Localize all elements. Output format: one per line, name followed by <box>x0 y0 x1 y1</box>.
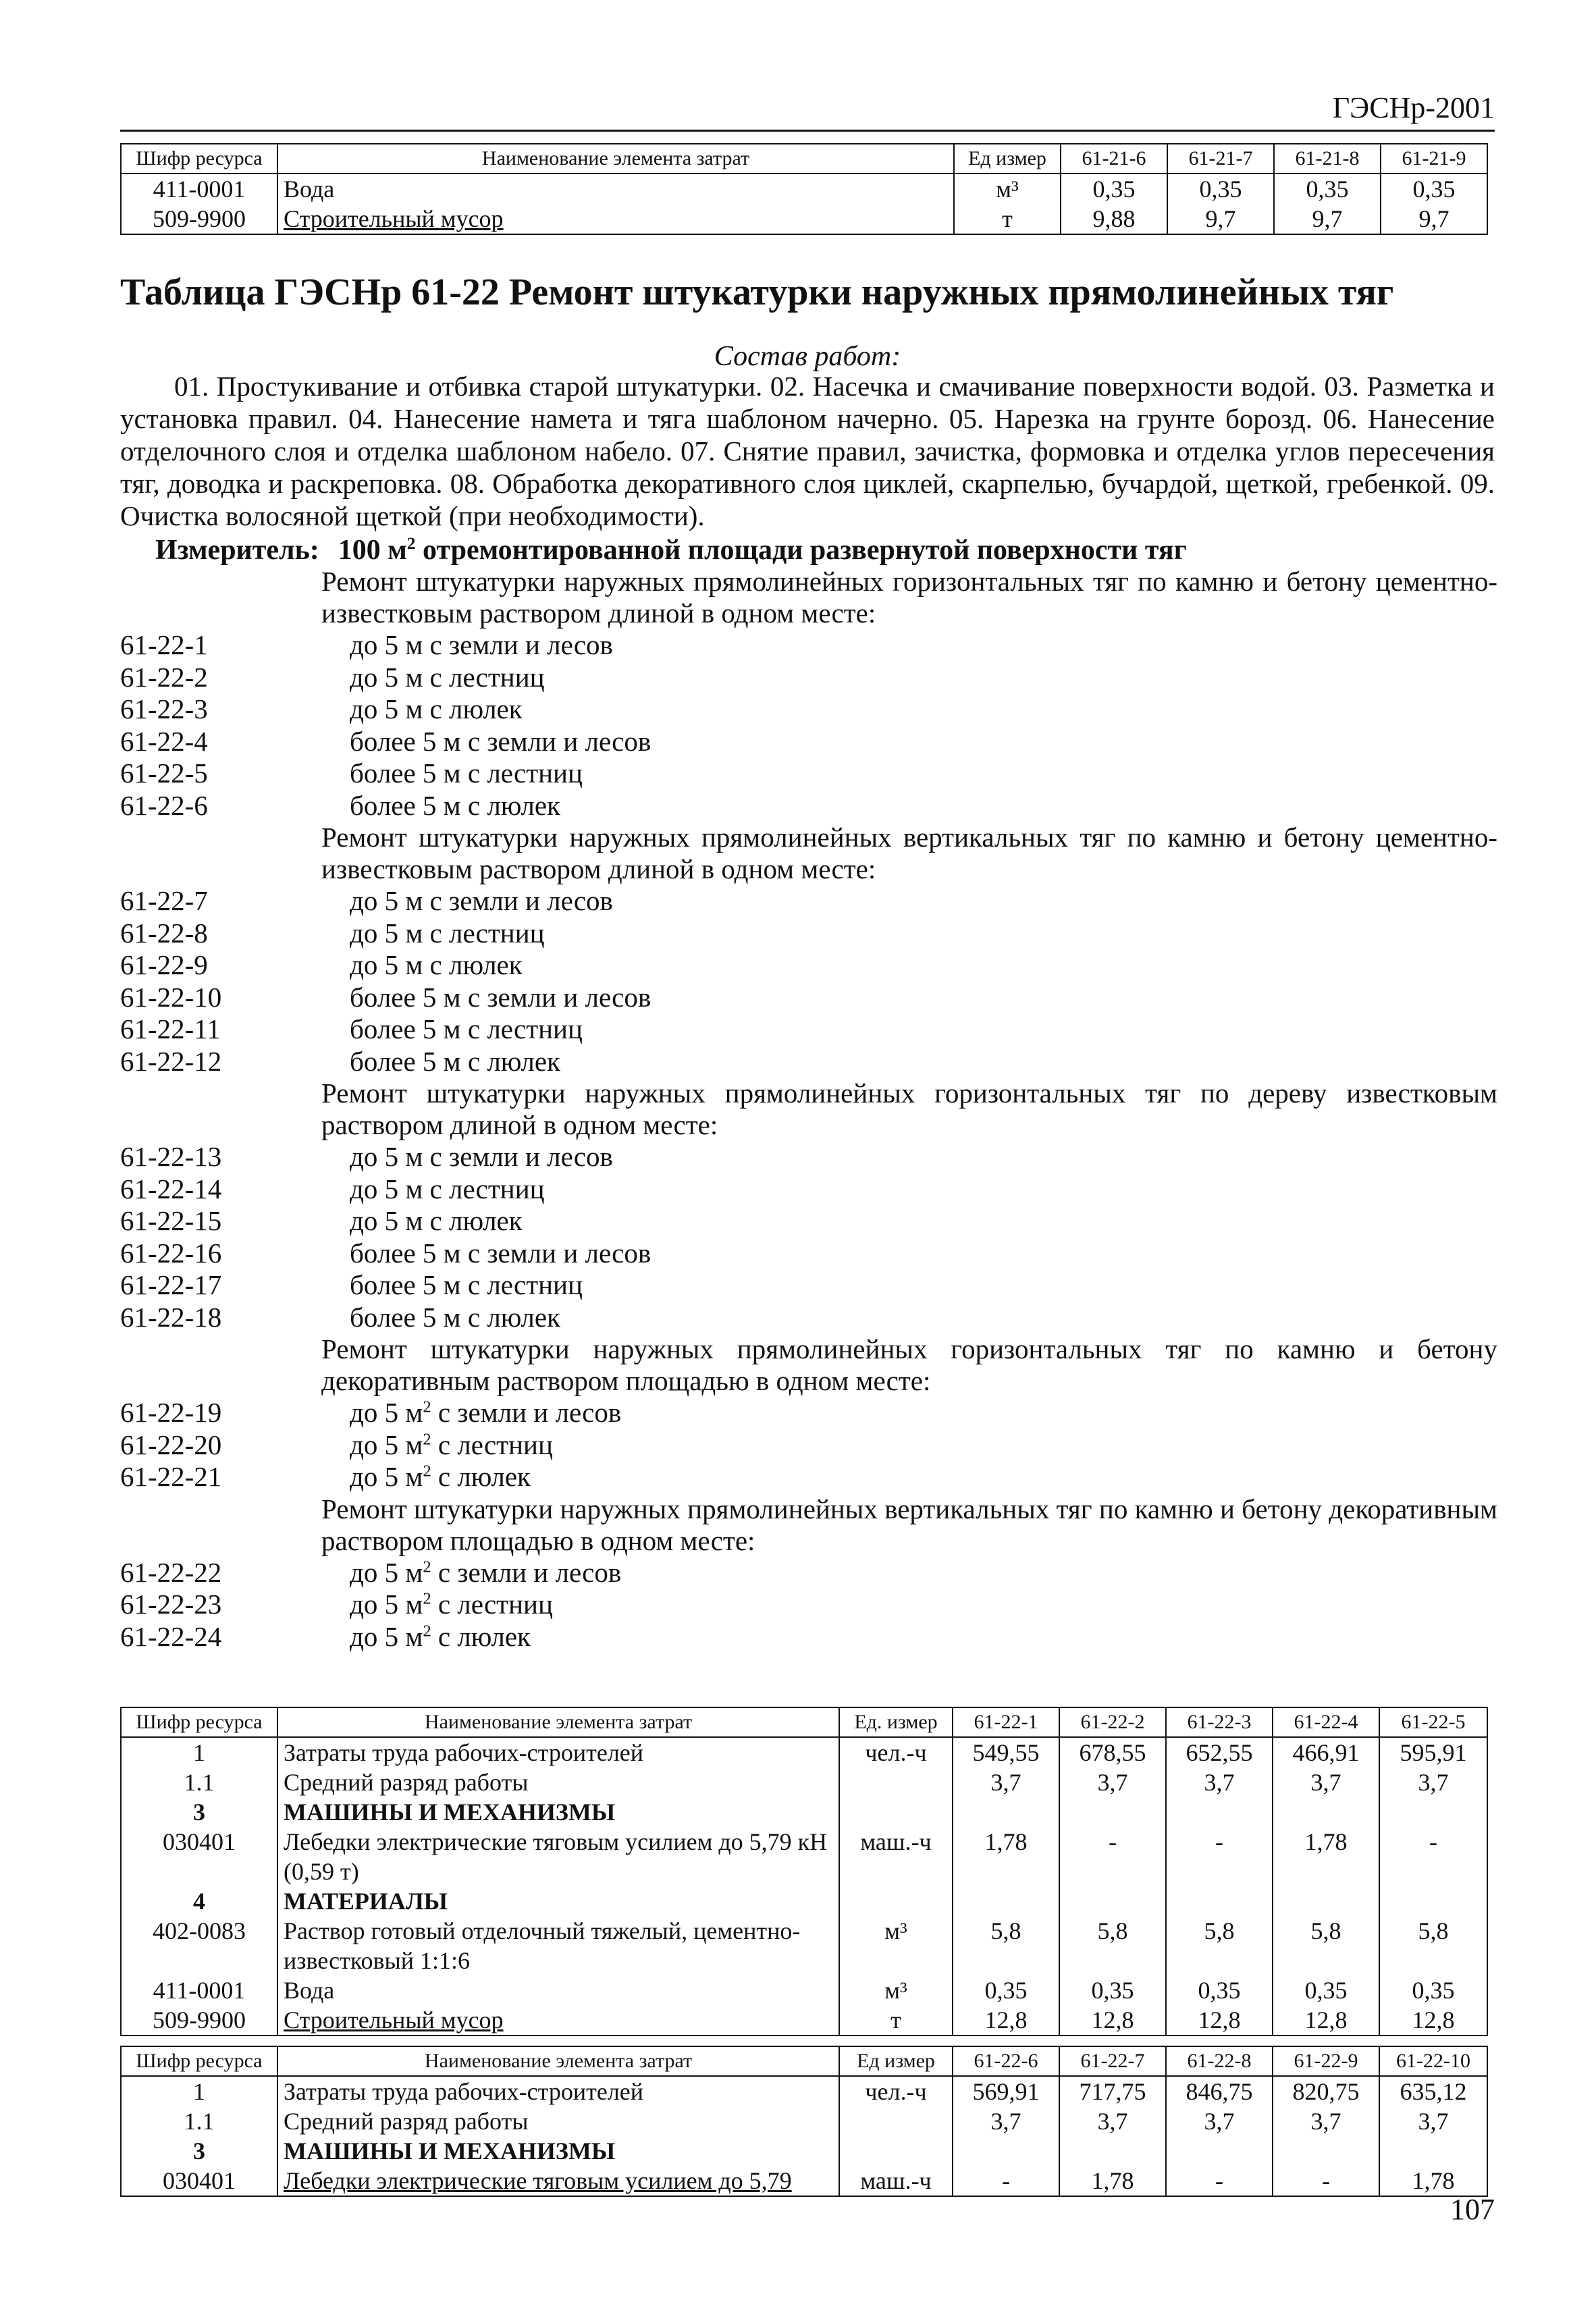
value-cell <box>1379 1797 1487 1827</box>
rate-item <box>120 885 1497 918</box>
unit-cell: м³ <box>954 174 1061 204</box>
value-cell: 0,35 <box>1166 1975 1273 2005</box>
rate-item <box>120 1397 1497 1429</box>
value-cell <box>1059 2136 1166 2166</box>
group-heading: Ремонт штукатурки наружных прямолинейных горизонтальных тяг по камню и бетону декоративным раствором площадью в одном месте: <box>321 1333 1497 1396</box>
value-cell: 717,75 <box>1059 2076 1166 2106</box>
value-cell: 820,75 <box>1273 2076 1379 2106</box>
value-cell: 3,7 <box>953 2106 1059 2136</box>
value-cell: 1,78 <box>1379 2166 1487 2196</box>
resource-table-61-22-1-to-5 <box>120 1707 1488 2036</box>
column-header: 61-21-8 <box>1274 144 1381 174</box>
value-cell: 12,8 <box>1166 2005 1273 2036</box>
rate-item <box>120 1173 1497 1206</box>
rate-description: до 5 $м^2$ с люлек <box>350 1461 531 1492</box>
resource-code: 509-9900 <box>121 204 277 234</box>
rate-item <box>120 1589 1497 1621</box>
rate-description: до 5 $м^2$ с земли и лесов <box>350 1556 622 1588</box>
value-cell: - <box>1059 1827 1166 1886</box>
rate-description: до 5 м с земли и лесов <box>350 629 613 660</box>
rate-item <box>120 726 1497 758</box>
table-row <box>121 1975 1487 2005</box>
resource-name: Вода <box>277 174 954 204</box>
column-header: 61-22-10 <box>1379 2046 1487 2076</box>
rate-description: до 5 $м^2$ с люлек <box>350 1620 531 1652</box>
composition-text: 01. Простукивание и отбивка старой штукатурки. 02. Насечка и смачивание поверхности водой. 03. Разметка и установка правил. 04. Нанесение намета и тяга шаблоном начерно. 05. Нарезка на грунте борозд. 06. Нанесение отделочного слоя и отделка шаблоном набело. 07. Снятие правил, зачистка, формовка и отделка углов пересечения тяг, доводка и раскреповка. 08. Обработка декоративного слоя циклей, скарпелью, бучардой, щеткой, гребенкой. 09. Очистка волосяной щеткой (при необходимости). <box>120 371 1495 531</box>
table-row <box>121 174 1487 204</box>
rate-code: 61-22-3 <box>120 693 208 724</box>
value-cell: 12,8 <box>1379 2005 1487 2036</box>
section-row <box>121 1886 1487 1916</box>
value-cell <box>1273 2136 1379 2166</box>
value-cell: 846,75 <box>1166 2076 1273 2106</box>
rate-item <box>120 1621 1497 1653</box>
rate-item <box>120 1013 1497 1046</box>
unit-cell: чел.-ч <box>839 1737 953 1767</box>
table-row <box>121 2106 1487 2136</box>
resource-name: МАТЕРИАЛЫ <box>277 1886 839 1916</box>
rate-code: 61-22-17 <box>120 1269 222 1300</box>
rate-description: до 5 м с лестниц <box>350 661 545 693</box>
rate-code: 61-22-24 <box>120 1620 222 1652</box>
resource-code: 030401 <box>121 2166 277 2196</box>
resource-name: Средний разряд работы <box>277 1767 839 1797</box>
value-cell: 3,7 <box>1166 1767 1273 1797</box>
rate-code: 61-22-14 <box>120 1173 222 1204</box>
rate-item <box>120 1461 1497 1493</box>
resource-code: 030401 <box>121 1827 277 1886</box>
value-cell: 9,88 <box>1061 204 1167 234</box>
column-header: 61-22-6 <box>953 2046 1059 2076</box>
value-cell: 5,8 <box>1166 1916 1273 1975</box>
rate-description: более 5 м с лестниц <box>350 757 583 789</box>
rate-code: 61-22-22 <box>120 1556 222 1588</box>
value-cell: 0,35 <box>953 1975 1059 2005</box>
value-cell: 9,7 <box>1167 204 1274 234</box>
rate-item <box>120 757 1497 790</box>
resource-code: 1.1 <box>121 2106 277 2136</box>
rate-description: более 5 м с люлек <box>350 1301 560 1333</box>
rate-item <box>120 1141 1497 1173</box>
resource-code: 4 <box>121 1886 277 1916</box>
rate-code-list <box>120 566 1497 1653</box>
value-cell: 3,7 <box>953 1767 1059 1797</box>
table-row <box>121 2166 1487 2196</box>
value-cell: 652,55 <box>1166 1737 1273 1767</box>
resource-code: 3 <box>121 1797 277 1827</box>
value-cell: - <box>1273 2166 1379 2196</box>
value-cell: 9,7 <box>1274 204 1381 234</box>
rate-code: 61-22-13 <box>120 1141 222 1172</box>
section-row <box>121 2136 1487 2166</box>
rate-code: 61-22-20 <box>120 1429 222 1460</box>
unit-cell <box>839 1797 953 1827</box>
value-cell: - <box>1166 1827 1273 1886</box>
rate-description: до 5 м с люлек <box>350 949 523 980</box>
table-row <box>121 1916 1487 1975</box>
value-cell <box>1059 1797 1166 1827</box>
column-header: 61-21-7 <box>1167 144 1274 174</box>
column-header: 61-22-3 <box>1166 1707 1273 1737</box>
rate-item <box>120 1238 1497 1270</box>
value-cell: 3,7 <box>1379 2106 1487 2136</box>
resource-name: Раствор готовый отделочный тяжелый, цементно-известковый 1:1:6 <box>277 1916 839 1975</box>
rate-code: 61-22-6 <box>120 789 208 821</box>
rate-code: 61-22-15 <box>120 1205 222 1236</box>
column-header: 61-22-5 <box>1379 1707 1487 1737</box>
rate-code: 61-22-23 <box>120 1589 222 1620</box>
rate-code: 61-22-12 <box>120 1045 222 1077</box>
value-cell: 3,7 <box>1166 2106 1273 2136</box>
value-cell: - <box>1379 1827 1487 1886</box>
unit-cell: м³ <box>839 1975 953 2005</box>
rate-item <box>120 790 1497 822</box>
resource-name: Затраты труда рабочих-строителей <box>277 2076 839 2106</box>
rate-item <box>120 693 1497 726</box>
section-row <box>121 1797 1487 1827</box>
rate-item <box>120 918 1497 950</box>
resource-name: Лебедки электрические тяговым усилием до 5,79 <box>277 2166 839 2196</box>
rate-code: 61-22-7 <box>120 885 208 916</box>
resource-code: 402-0083 <box>121 1916 277 1975</box>
rate-item <box>120 1205 1497 1238</box>
value-cell <box>953 1797 1059 1827</box>
rate-code: 61-22-2 <box>120 661 208 693</box>
resource-name: МАШИНЫ И МЕХАНИЗМЫ <box>277 2136 839 2166</box>
value-cell: 12,8 <box>1059 2005 1166 2036</box>
rate-item <box>120 1269 1497 1302</box>
column-header: Шифр ресурса <box>121 1707 277 1737</box>
resource-code: 1 <box>121 1737 277 1767</box>
unit-cell: чел.-ч <box>839 2076 953 2106</box>
rate-code: 61-22-9 <box>120 949 208 980</box>
column-header: 61-22-1 <box>953 1707 1059 1737</box>
resource-table-61-22-6-to-10 <box>120 2046 1488 2197</box>
rate-item <box>120 1302 1497 1334</box>
column-header: Наименование элемента затрат <box>277 1707 839 1737</box>
value-cell: 595,91 <box>1379 1737 1487 1767</box>
value-cell: 5,8 <box>1379 1916 1487 1975</box>
running-head: ГЭСНр-2001 <box>120 88 1495 132</box>
value-cell: 0,35 <box>1061 174 1167 204</box>
value-cell: 0,35 <box>1379 1975 1487 2005</box>
rate-code: 61-22-8 <box>120 917 208 949</box>
unit-cell: маш.-ч <box>839 1827 953 1886</box>
rate-code: 61-22-16 <box>120 1237 222 1269</box>
column-header: Шифр ресурса <box>121 2046 277 2076</box>
value-cell: 5,8 <box>1059 1916 1166 1975</box>
resource-code: 1.1 <box>121 1767 277 1797</box>
rate-code: 61-22-19 <box>120 1397 222 1428</box>
rate-description: более 5 м с земли и лесов <box>350 981 651 1013</box>
rate-item <box>120 1046 1497 1078</box>
rate-description: до 5 $м^2$ с земли и лесов <box>350 1397 622 1428</box>
meter-value: 100 $м^2$ отремонтированной площади развернутой поверхности тяг <box>338 535 1187 566</box>
table-row <box>121 1767 1487 1797</box>
composition-label: Состав работ: <box>714 341 901 372</box>
header-row <box>121 1707 1487 1737</box>
value-cell <box>953 2136 1059 2166</box>
value-cell <box>1166 1797 1273 1827</box>
rate-code: 61-22-5 <box>120 757 208 789</box>
value-cell: 1,78 <box>1059 2166 1166 2196</box>
group-heading: Ремонт штукатурки наружных прямолинейных горизонтальных тяг по дереву известковым раствором длиной в одном месте: <box>321 1078 1497 1140</box>
group-heading: Ремонт штукатурки наружных прямолинейных вертикальных тяг по камню и бетону декоративным раствором площадью в одном месте: <box>321 1493 1497 1556</box>
value-cell: 3,7 <box>1059 2106 1166 2136</box>
value-cell: 5,8 <box>953 1916 1059 1975</box>
column-header: 61-21-9 <box>1381 144 1487 174</box>
rate-code: 61-22-21 <box>120 1461 222 1492</box>
value-cell: 1,78 <box>1273 1827 1379 1886</box>
value-cell: 12,8 <box>1273 2005 1379 2036</box>
value-cell: 569,91 <box>953 2076 1059 2106</box>
rate-description: до 5 м с лестниц <box>350 917 545 949</box>
rate-description: до 5 $м^2$ с лестниц <box>350 1589 553 1620</box>
table-row <box>121 204 1487 234</box>
column-header: 61-22-4 <box>1273 1707 1379 1737</box>
resource-code: 509-9900 <box>121 2005 277 2036</box>
value-cell: 3,7 <box>1273 2106 1379 2136</box>
unit-cell <box>839 1886 953 1916</box>
value-cell: 3,7 <box>1059 1767 1166 1797</box>
resource-name: Вода <box>277 1975 839 2005</box>
rate-item <box>120 1557 1497 1589</box>
column-header: Шифр ресурса <box>121 144 277 174</box>
unit-cell: т <box>839 2005 953 2036</box>
rate-item <box>120 629 1497 662</box>
table-row <box>121 2076 1487 2106</box>
unit-cell: маш.-ч <box>839 2166 953 2196</box>
column-header: 61-22-8 <box>1166 2046 1273 2076</box>
value-cell: 678,55 <box>1059 1737 1166 1767</box>
rate-description: более 5 м с земли и лесов <box>350 1237 651 1269</box>
value-cell: 466,91 <box>1273 1737 1379 1767</box>
column-header: Ед. измер <box>839 1707 953 1737</box>
unit-cell <box>839 2136 953 2166</box>
header-row <box>121 144 1487 174</box>
unit-cell: т <box>954 204 1061 234</box>
column-header: 61-22-7 <box>1059 2046 1166 2076</box>
page-number: 107 <box>1450 2193 1495 2226</box>
rate-description: до 5 м с земли и лесов <box>350 885 613 916</box>
table-row <box>121 2005 1487 2036</box>
value-cell <box>953 1886 1059 1916</box>
resource-name: Строительный мусор <box>277 2005 839 2036</box>
meter-label: Измеритель: <box>155 535 319 566</box>
rate-code: 61-22-1 <box>120 629 208 660</box>
rate-description: более 5 м с лестниц <box>350 1013 583 1044</box>
rate-code: 61-22-10 <box>120 981 222 1013</box>
unit-cell <box>839 2106 953 2136</box>
column-header: Ед измер <box>954 144 1061 174</box>
value-cell: 9,7 <box>1381 204 1487 234</box>
value-cell <box>1273 1886 1379 1916</box>
value-cell: 3,7 <box>1273 1767 1379 1797</box>
column-header: 61-22-9 <box>1273 2046 1379 2076</box>
resource-code: 1 <box>121 2076 277 2106</box>
column-header: 61-22-2 <box>1059 1707 1166 1737</box>
resource-name: Затраты труда рабочих-строителей <box>277 1737 839 1767</box>
value-cell: 0,35 <box>1167 174 1274 204</box>
value-cell: 12,8 <box>953 2005 1059 2036</box>
table-row <box>121 1827 1487 1886</box>
resource-table-continued <box>120 143 1488 235</box>
rate-description: более 5 м с земли и лесов <box>350 725 651 757</box>
value-cell <box>1166 1886 1273 1916</box>
value-cell: - <box>953 2166 1059 2196</box>
resource-name: МАШИНЫ И МЕХАНИЗМЫ <box>277 1797 839 1827</box>
rate-item <box>120 1429 1497 1462</box>
value-cell: 635,12 <box>1379 2076 1487 2106</box>
meter-line <box>155 533 1187 567</box>
rate-description: до 5 м с лестниц <box>350 1173 545 1204</box>
resource-name: Лебедки электрические тяговым усилием до 5,79 кН (0,59 т) <box>277 1827 839 1886</box>
resource-code: 411-0001 <box>121 1975 277 2005</box>
rate-description: до 5 м с люлек <box>350 693 523 724</box>
rate-code: 61-22-11 <box>120 1013 221 1044</box>
group-heading: Ремонт штукатурки наружных прямолинейных горизонтальных тяг по камню и бетону цементно-известковым раствором длиной в одном месте: <box>321 566 1497 629</box>
value-cell <box>1059 1886 1166 1916</box>
resource-name: Строительный мусор <box>277 204 954 234</box>
rate-description: до 5 м с люлек <box>350 1205 523 1236</box>
rate-description: до 5 м с земли и лесов <box>350 1141 613 1172</box>
resource-code: 3 <box>121 2136 277 2166</box>
table-title: Таблица ГЭСНр 61-22 Ремонт штукатурки наружных прямолинейных тяг <box>120 271 1394 313</box>
rate-description: более 5 м с люлек <box>350 1045 560 1077</box>
value-cell: 3,7 <box>1379 1767 1487 1797</box>
column-header: Наименование элемента затрат <box>277 2046 839 2076</box>
unit-cell <box>839 1767 953 1797</box>
column-header: Ед измер <box>839 2046 953 2076</box>
resource-name: Средний разряд работы <box>277 2106 839 2136</box>
value-cell <box>1273 1797 1379 1827</box>
value-cell: 1,78 <box>953 1827 1059 1886</box>
value-cell <box>1166 2136 1273 2166</box>
rate-item <box>120 982 1497 1014</box>
value-cell: 0,35 <box>1381 174 1487 204</box>
value-cell: 0,35 <box>1059 1975 1166 2005</box>
group-heading: Ремонт штукатурки наружных прямолинейных вертикальных тяг по камню и бетону цементно-известковым раствором длиной в одном месте: <box>321 822 1497 884</box>
resource-code: 411-0001 <box>121 174 277 204</box>
header-row <box>121 2046 1487 2076</box>
value-cell: 0,35 <box>1273 1975 1379 2005</box>
value-cell: 5,8 <box>1273 1916 1379 1975</box>
value-cell: - <box>1166 2166 1273 2196</box>
rate-code: 61-22-18 <box>120 1301 222 1333</box>
column-header: 61-21-6 <box>1061 144 1167 174</box>
rate-code: 61-22-4 <box>120 725 208 757</box>
value-cell <box>1379 2136 1487 2166</box>
table-row <box>121 1737 1487 1767</box>
value-cell: 549,55 <box>953 1737 1059 1767</box>
rate-description: до 5 $м^2$ с лестниц <box>350 1429 553 1460</box>
value-cell <box>1379 1886 1487 1916</box>
column-header: Наименование элемента затрат <box>277 144 954 174</box>
rate-description: более 5 м с лестниц <box>350 1269 583 1300</box>
unit-cell: м³ <box>839 1916 953 1975</box>
rate-description: более 5 м с люлек <box>350 789 560 821</box>
rate-item <box>120 662 1497 694</box>
rate-item <box>120 949 1497 982</box>
value-cell: 0,35 <box>1274 174 1381 204</box>
